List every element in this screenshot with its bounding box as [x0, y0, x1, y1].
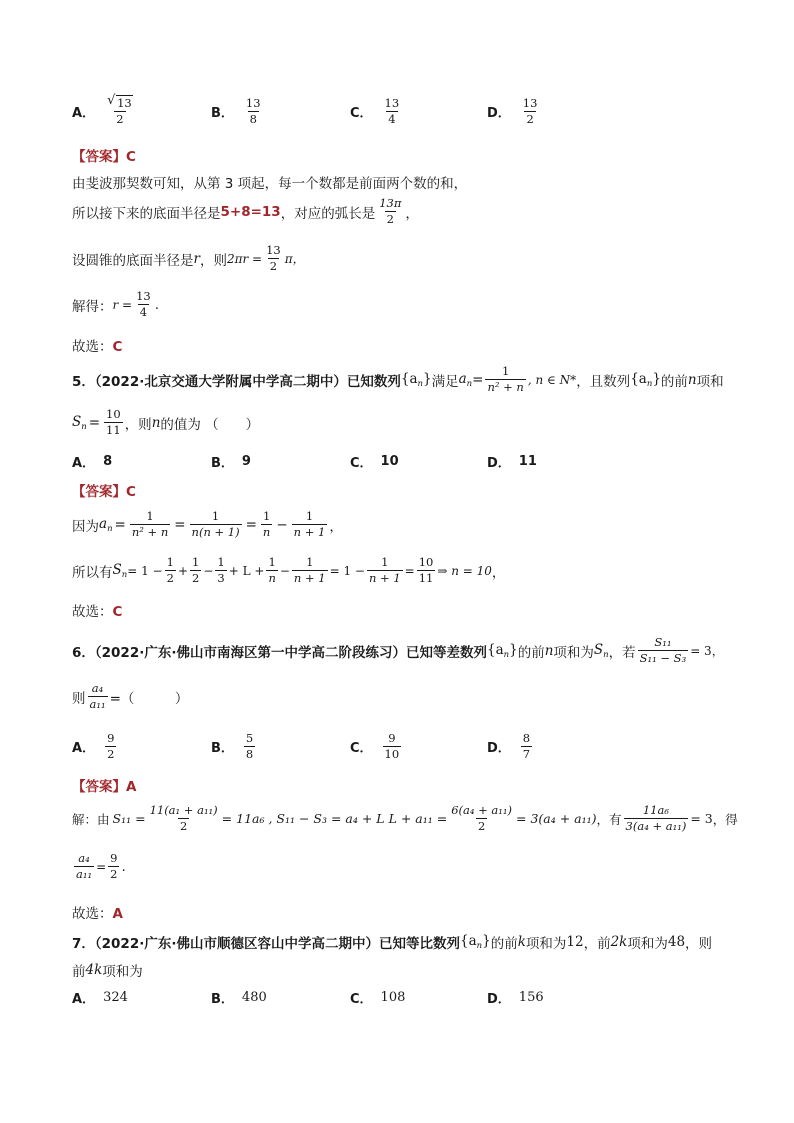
q5-question-line-2: $S_n$ = $\frac{10}{11}$ ，则 n 的值为 （ ） — [72, 407, 260, 438]
fraction: $\frac{1}{n + 1}$ — [368, 555, 401, 586]
fraction: $\frac{13}{4}$ — [136, 289, 151, 320]
q7-option-c[interactable]: C． 108 — [350, 990, 406, 1007]
q6-question-line-2: 则 $\frac{\text{a₄}}{\text{a₁₁}}$ =（ ） — [72, 681, 189, 712]
q5-question-line-1: 5．（2022·北京交通大学附属中学高二期中）已知数列 $\{a_n\}$ 满足 $a_n$ = $\frac{1}{\text{n² + n}}$ , n ∈ N* ，且数列 $\{a_n\}$ 的前 n 项和 — [72, 364, 724, 395]
q4-choose: 故选：C — [72, 339, 123, 355]
fraction: 13 2 — [522, 96, 538, 127]
fraction: $\frac{1}{n + 1}$ — [293, 509, 326, 540]
fraction: $\frac{9}{2}$ — [110, 851, 118, 882]
option-label: D． — [487, 106, 511, 122]
fraction: $\frac{\text{11a₆}}{\text{3(a₄ + a₁₁)}}$ — [625, 803, 687, 834]
q6-question-line-1: 6．（2022·广东·佛山市南海区第一中学高二阶段练习）已知等差数列 $\{a_n\}$ 的前 n 项和为 $S_n$ ，若 $\frac{\text{S₁₁}}{\text{S₁₁ − S₃}}$ = 3， — [72, 635, 724, 666]
q4-option-b[interactable] — [211, 97, 265, 126]
q6-option-b[interactable]: B． 5 8 — [211, 731, 254, 762]
q4-answer: 【答案】C — [72, 149, 136, 165]
q7-option-a[interactable]: A． 324 — [72, 990, 128, 1007]
q5-answer: 【答案】C — [72, 484, 136, 500]
q5-option-d[interactable]: D． 11 — [487, 454, 537, 471]
option-label: C． — [350, 106, 373, 122]
fraction: $\frac{\text{11(a₁ + a₁₁)}}{2}$ — [149, 803, 218, 834]
q5-option-b[interactable]: B． 9 — [211, 454, 251, 471]
q6-option-c[interactable]: C． 9 10 — [350, 731, 400, 762]
fraction: $\frac{1}{n}$ — [262, 509, 271, 540]
q6-solution-line-1: 解：由 S₁₁ = $\frac{\text{11(a₁ + a₁₁)}}{2}$ = 11a₆ , S₁₁ − S₃ = a₄ + L L + a₁₁ = $\frac{\text{6(a₄ + a₁₁)}}{2}$ = 3(a₄ + a₁₁) ，有 $\frac{\text{11a₆}}{\text{3(a₄ + a₁₁)}}$ = 3 ，得 — [72, 803, 738, 834]
sqrt-symbol: √ 13 — [107, 93, 132, 110]
fraction: $\frac{13}{2}$ — [266, 243, 281, 274]
q4-solution-line-2: 所以接下来的底面半径是 5+8=13 ，对应的弧长是 13π 2 ， — [72, 196, 419, 227]
q6-choose: 故选：A — [72, 906, 123, 922]
fraction: √ 13 2 — [107, 93, 132, 127]
fraction: $\frac{1}{n}$ — [268, 555, 276, 586]
fraction: $\frac{1}{2}$ — [192, 555, 200, 586]
fraction: 13 8 — [245, 96, 261, 127]
fraction: $\frac{1}{2}$ — [166, 555, 174, 586]
q4-solution-line-1: 由斐波那契数可知，从第 3 项起，每一个数都是前面两个数的和， — [72, 176, 468, 192]
option-label: B． — [211, 106, 234, 122]
q5-solution-line-2: 所以有 $S_n$ = 1 − $\frac{1}{2}$ + $\frac{1}{2}$ − $\frac{1}{3}$ + L + $\frac{1}{n}$ − $\frac{1}{n + 1}$ = 1 − $\frac{1}{n + 1}$ = $\frac{10}{11}$ ⇒ n = 10 ， — [72, 555, 506, 586]
fraction: $\frac{1}{n(n + 1)}$ — [191, 509, 240, 540]
fraction: $\frac{\text{S₁₁}}{\text{S₁₁ − S₃}}$ — [639, 635, 687, 666]
q5-solution-line-1: 因为 $a_n$ = $\frac{1}{\text{n² + n}}$ = $\frac{1}{n(n + 1)}$ = $\frac{1}{n}$ − $\frac{1}{n + 1}$ ， — [72, 509, 343, 540]
q5-choose: 故选：C — [72, 604, 123, 620]
fraction: $\frac{1}{\text{n² + n}}$ — [487, 364, 524, 395]
q6-option-d[interactable]: D． 8 7 — [487, 731, 531, 762]
fraction: $\frac{10}{11}$ — [106, 407, 121, 438]
q7-question-line-1: 7．（2022·广东·佛山市顺德区容山中学高二期中）已知等比数列 $\{a_n\}$ 的前 k 项和为 12 ，前 2k 项和为 48 ，则 — [72, 933, 713, 952]
q6-option-a[interactable]: A． 9 2 — [72, 731, 115, 762]
q4-option-d[interactable] — [487, 97, 541, 126]
q5-option-a[interactable]: A． 8 — [72, 454, 113, 471]
fraction: $\frac{1}{n + 1}$ — [293, 555, 326, 586]
fraction: $\frac{\text{a₄}}{\text{a₁₁}}$ — [76, 851, 93, 882]
fraction: 13 4 — [384, 96, 400, 127]
q5-option-c[interactable]: C． 10 — [350, 454, 399, 471]
fraction: $\frac{10}{11}$ — [418, 555, 434, 586]
q6-solution-line-2: $\frac{\text{a₄}}{\text{a₁₁}}$ = $\frac{9}{2}$ . — [76, 851, 126, 882]
option-label: A． — [72, 106, 96, 122]
q7-question-line-2: 前 4k 项和为 — [72, 962, 143, 980]
q7-option-d[interactable]: D． 156 — [487, 990, 544, 1007]
fraction: $\frac{1}{\text{n² + n}}$ — [131, 509, 169, 540]
fraction: $\frac{\text{6(a₄ + a₁₁)}}{2}$ — [451, 803, 512, 834]
q4-option-a[interactable] — [72, 93, 137, 127]
q4-option-c[interactable] — [350, 97, 403, 126]
q7-option-b[interactable]: B． 480 — [211, 990, 267, 1007]
sequence-a-n: $\{a_n\}$ — [400, 370, 432, 389]
fraction: 13π 2 — [379, 196, 402, 227]
q4-solution-line-3: 设圆锥的底面半径是 r ，则 2πr = $\frac{13}{2}$ π， — [72, 243, 305, 274]
q6-answer: 【答案】A — [72, 779, 137, 795]
q4-solution-line-4: 解得： r = $\frac{13}{4}$ . — [72, 289, 160, 320]
fraction: $\frac{1}{3}$ — [217, 555, 225, 586]
fraction: $\frac{\text{a₄}}{\text{a₁₁}}$ — [89, 681, 106, 712]
